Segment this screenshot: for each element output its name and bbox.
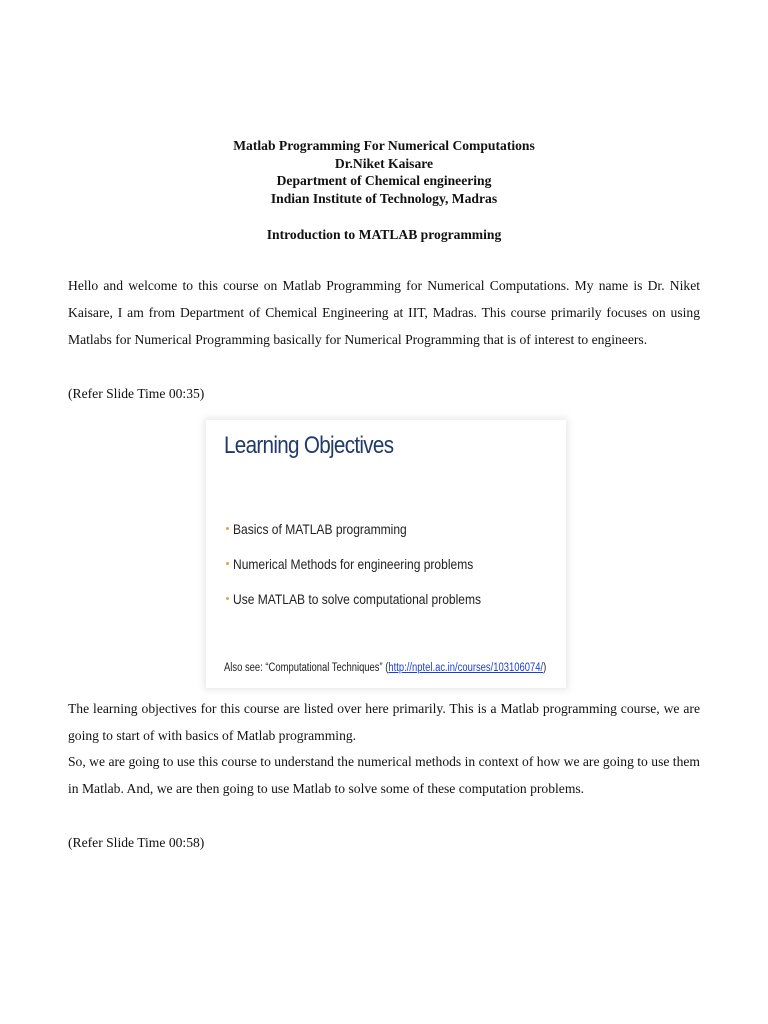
bullet-dot-icon — [226, 597, 229, 600]
slide-also-see — [224, 662, 546, 674]
paragraph-objectives: The learning objectives for this course are listed over here primarily. This is a Matlab programming course, we are going to start of with basics of Matlab programming. — [68, 701, 700, 743]
slide-list-item — [226, 553, 521, 588]
slide-image — [206, 420, 566, 688]
slide-item-text: Use MATLAB to solve computational problems — [233, 591, 482, 607]
slide-list-item — [226, 518, 521, 553]
slide-item-text: Numerical Methods for engineering problems — [233, 556, 474, 572]
refer-slide-time-1: (Refer Slide Time 00:35) — [68, 386, 205, 401]
slide-objectives-list — [226, 518, 521, 623]
refer-slide-time-2: (Refer Slide Time 00:58) — [68, 835, 205, 850]
nptel-course-link[interactable]: http://nptel.ac.in/courses/103106074/ — [388, 662, 544, 674]
course-title: Matlab Programming For Numerical Computations — [233, 138, 535, 153]
bullet-dot-icon — [226, 562, 229, 565]
lecture-title: Introduction to MATLAB programming — [266, 227, 502, 242]
paragraph-methods: So, we are going to use this course to understand the numerical methods in context of how we are going to use them in Matlab. And, we are then going to use Matlab to solve some of these computation problems. — [68, 754, 700, 796]
bullet-dot-icon — [226, 527, 229, 530]
also-see-suffix: ) — [543, 662, 547, 674]
slide-item-text: Basics of MATLAB programming — [233, 521, 407, 537]
slide-list-item — [226, 588, 521, 623]
document-header — [0, 137, 768, 207]
department-name: Department of Chemical engineering — [276, 173, 492, 189]
slide-title: Learning Objectives — [224, 432, 394, 459]
paragraph-intro: Hello and welcome to this course on Matlab Programming for Numerical Computations. My name is Dr. Niket Kaisare, I am from Department of Chemical Engineering at IIT, Madras. This course primarily focuses on using Matlabs for Numerical Programming basically for Numerical Programming that is of interest to engineers. — [68, 278, 700, 347]
institute-name: Indian Institute of Technology, Madras — [270, 190, 498, 206]
instructor-name: Dr.Niket Kaisare — [334, 155, 434, 171]
also-see-prefix: Also see: “Computational Techniques” ( — [224, 662, 389, 674]
